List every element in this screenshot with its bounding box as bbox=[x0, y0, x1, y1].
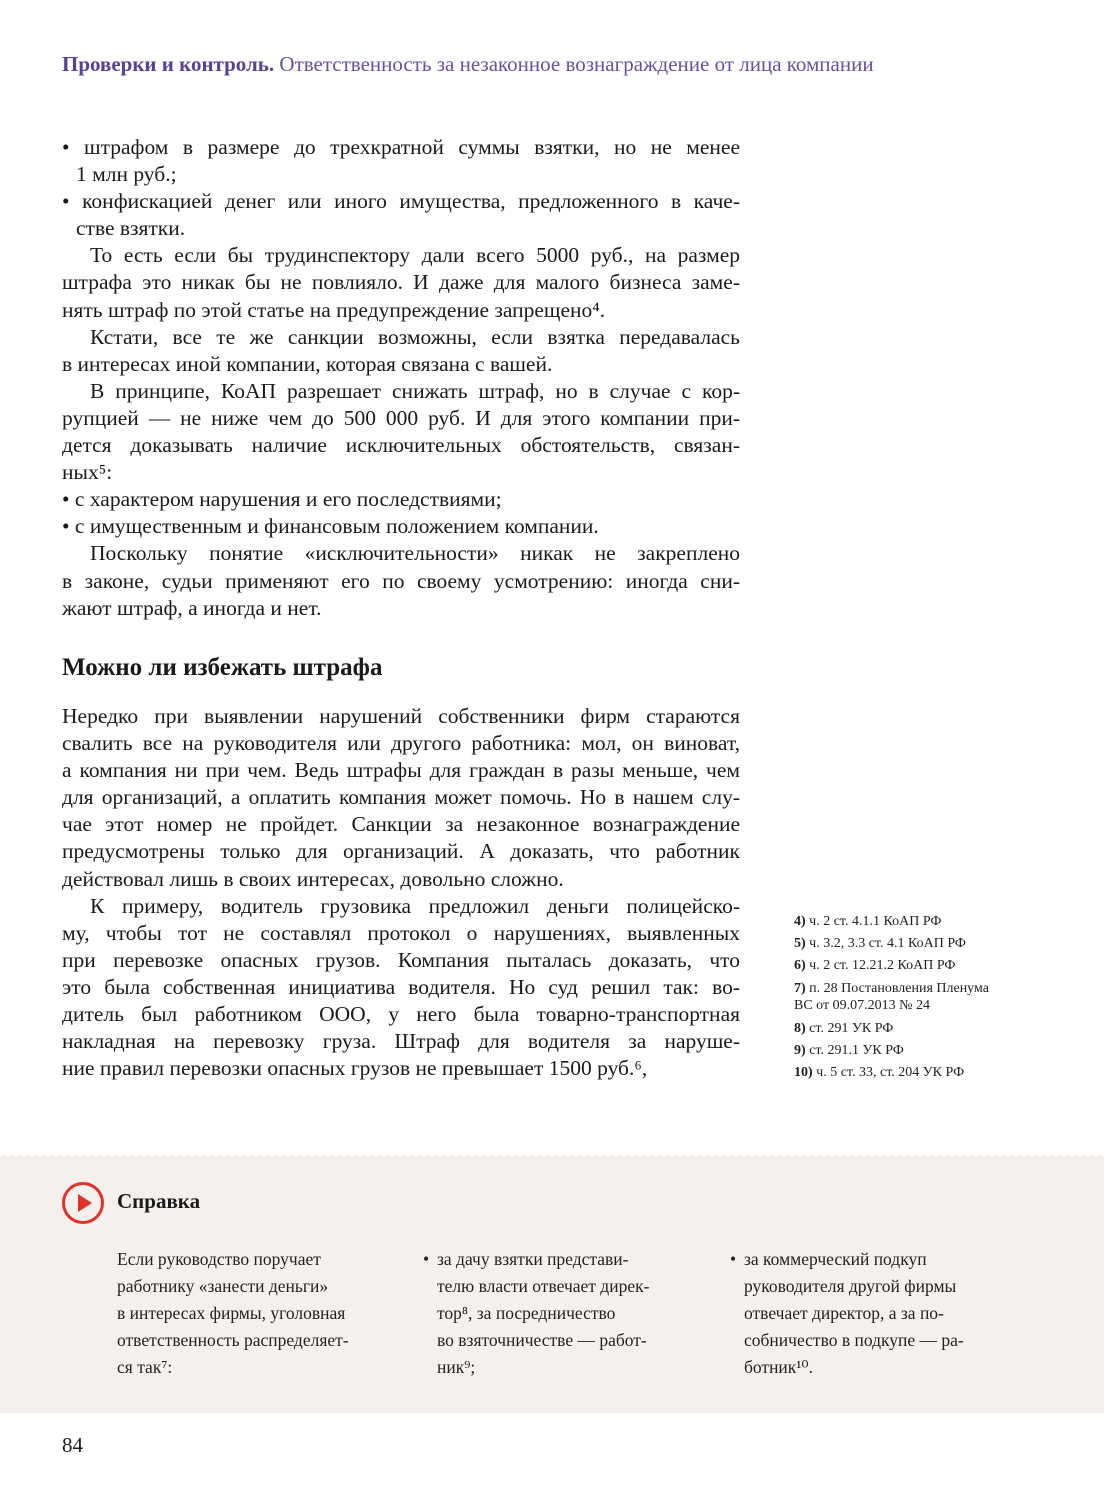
line-text: предусмотрены только для организаций. А доказать, что работник bbox=[62, 839, 740, 864]
line-text: Если руководство поручает bbox=[117, 1249, 321, 1269]
line-text: за коммерческий подкуп bbox=[744, 1249, 927, 1269]
line-text: это была собственная инициатива водителя. Но суд решил так: во- bbox=[62, 974, 740, 999]
text-line bbox=[62, 405, 740, 432]
line-text: отвечает директор, а за по- bbox=[744, 1303, 944, 1323]
text-line bbox=[62, 784, 740, 811]
text-line bbox=[62, 486, 740, 513]
page-number: 84 bbox=[62, 1433, 83, 1457]
line-text: ответственность распределяет- bbox=[117, 1330, 349, 1350]
line-text: ник⁹; bbox=[437, 1357, 476, 1377]
footnote-number: 8) bbox=[794, 1021, 806, 1036]
footnote bbox=[794, 1040, 1009, 1062]
text-line bbox=[62, 215, 740, 242]
line-text: руководителя другой фирмы bbox=[744, 1276, 957, 1296]
info-box-title: Справка bbox=[117, 1189, 201, 1213]
footnote-number: 7) bbox=[794, 981, 806, 996]
line-text: ние правил перевозки опасных грузов не превышает 1500 руб.⁶, bbox=[62, 1056, 648, 1081]
text-line bbox=[62, 540, 740, 567]
text-line bbox=[62, 378, 740, 405]
line-text: То есть если бы трудинспектору дали всего 5000 руб., на размер bbox=[90, 243, 740, 268]
line-text: му, чтобы тот не составлял протокол о нарушениях, выявленных bbox=[62, 920, 740, 945]
line-text: свалить все на руководителя или другого работника: мол, он виноват, bbox=[62, 731, 740, 756]
footnote bbox=[794, 955, 1009, 977]
info-box-line bbox=[744, 1354, 964, 1381]
text-line bbox=[62, 757, 740, 784]
text-line bbox=[62, 513, 740, 540]
line-text: для организаций, а оплатить компания может помочь. Но в нашем слу- bbox=[62, 785, 740, 810]
text-line bbox=[62, 324, 740, 351]
footnote-text: ст. 291 УК РФ bbox=[805, 1021, 894, 1036]
line-text: Поскольку понятие «исключительности» никак не закреплено bbox=[90, 541, 740, 566]
line-text: чае этот номер не пройдет. Санкции за незаконное вознаграждение bbox=[62, 812, 740, 837]
text-line bbox=[62, 568, 740, 595]
line-text: стве взятки. bbox=[76, 216, 186, 241]
info-box-line bbox=[744, 1300, 964, 1327]
text-line bbox=[62, 893, 740, 920]
text-line bbox=[62, 242, 740, 269]
line-text: штрафа это никак бы не повлияло. И даже для малого бизнеса заме- bbox=[62, 270, 740, 295]
line-text: в интересах фирмы, уголовная bbox=[117, 1303, 346, 1323]
info-box-column-1 bbox=[117, 1246, 349, 1381]
body-text-block-2 bbox=[62, 703, 740, 1082]
info-box-line bbox=[423, 1246, 649, 1273]
footnote-number: 5) bbox=[794, 936, 806, 951]
line-text: работнику «занести деньги» bbox=[117, 1276, 329, 1296]
footnote-number: 6) bbox=[794, 958, 806, 973]
info-box-line bbox=[117, 1354, 349, 1381]
line-text: Нередко при выявлении нарушений собственники фирм стараются bbox=[62, 704, 740, 728]
header-title: Ответственность за незаконное вознаграждение от лица компании bbox=[279, 52, 874, 76]
info-box-line bbox=[730, 1246, 964, 1273]
footnote-text: ч. 2 ст. 12.21.2 КоАП РФ bbox=[805, 958, 956, 973]
info-box-line bbox=[744, 1327, 964, 1354]
line-text: с имущественным и финансовым положением компании. bbox=[74, 514, 599, 539]
text-line bbox=[62, 432, 740, 459]
footnote-text: ч. 5 ст. 33, ст. 204 УК РФ bbox=[812, 1065, 965, 1080]
info-box-line bbox=[744, 1273, 964, 1300]
line-text: ных⁵: bbox=[62, 460, 113, 485]
footnote-text: ст. 291.1 УК РФ bbox=[805, 1043, 904, 1058]
info-box-column-3 bbox=[730, 1246, 964, 1381]
footnote-text: п. 28 Постановления Пленума ВС от 09.07.2013 № 24 bbox=[794, 981, 989, 1013]
text-line bbox=[62, 947, 740, 974]
info-box bbox=[0, 1158, 1104, 1413]
text-line bbox=[62, 703, 740, 730]
text-line bbox=[62, 188, 740, 215]
info-box-line bbox=[437, 1354, 649, 1381]
header-section: Проверки и контроль. bbox=[62, 52, 275, 76]
play-icon bbox=[62, 1182, 104, 1224]
bullet-marker: • bbox=[62, 189, 70, 214]
info-box-column-2 bbox=[423, 1246, 650, 1381]
body-text-block-1 bbox=[62, 134, 740, 622]
footnote-number: 10) bbox=[794, 1065, 813, 1080]
line-text: действовал лишь в своих интересах, довольно сложно. bbox=[62, 866, 564, 891]
footnote-text: ч. 2 ст. 4.1.1 КоАП РФ bbox=[805, 914, 942, 929]
text-line bbox=[62, 811, 740, 838]
info-box-line bbox=[117, 1327, 349, 1354]
footnote bbox=[794, 911, 1009, 933]
line-text: рупцией — не ниже чем до 500 000 руб. И для этого компании при- bbox=[62, 405, 740, 430]
running-header bbox=[62, 52, 874, 77]
line-text: ся так⁷: bbox=[117, 1357, 173, 1377]
wavy-edge bbox=[0, 1153, 1104, 1159]
info-box-line bbox=[437, 1300, 649, 1327]
section-heading: Можно ли избежать штрафа bbox=[62, 654, 383, 681]
text-line bbox=[62, 1055, 740, 1082]
bullet-marker: • bbox=[730, 1249, 737, 1269]
info-box-line bbox=[117, 1300, 349, 1327]
line-text: Кстати, все те же санкции возможны, если взятка передавалась bbox=[90, 324, 740, 349]
bullet-marker: • bbox=[423, 1249, 430, 1269]
line-text: 1 млн руб.; bbox=[76, 162, 177, 187]
line-text: за дачу взятки представи- bbox=[437, 1249, 629, 1269]
footnotes bbox=[794, 911, 1009, 1084]
line-text: тор⁸, за посредничество bbox=[437, 1303, 616, 1323]
line-text: при перевозке опасных грузов. Компания пыталась доказать, что bbox=[62, 947, 740, 972]
bullet-marker: • bbox=[62, 514, 70, 539]
line-text: собничество в подкупе — ра- bbox=[744, 1330, 964, 1350]
text-line bbox=[62, 351, 740, 378]
text-line bbox=[62, 1001, 740, 1028]
line-text: в интересах иной компании, которая связана с вашей. bbox=[62, 351, 553, 376]
line-text: а компания ни при чем. Ведь штрафы для граждан в разы меньше, чем bbox=[62, 758, 740, 783]
footnote-text: ч. 3.2, 3.3 ст. 4.1 КоАП РФ bbox=[805, 936, 966, 951]
line-text: В принципе, КоАП разрешает снижать штраф, но в случае с кор- bbox=[90, 378, 740, 403]
text-line bbox=[62, 730, 740, 757]
line-text: ботник¹⁰. bbox=[744, 1357, 813, 1377]
info-box-line bbox=[437, 1273, 649, 1300]
text-line bbox=[62, 595, 740, 622]
line-text: дитель был работником ООО, у него была товарно-транспортная bbox=[62, 1002, 740, 1027]
footnote bbox=[794, 1018, 1009, 1040]
footnote bbox=[794, 1062, 1009, 1084]
line-text: конфискацией денег или иного имущества, предложенного в каче- bbox=[82, 189, 741, 214]
line-text: в законе, судьи применяют его по своему усмотрению: иногда сни- bbox=[62, 568, 740, 593]
text-line bbox=[62, 269, 740, 296]
text-line bbox=[62, 974, 740, 1001]
line-text: во взяточничестве — работ- bbox=[437, 1330, 647, 1350]
text-line bbox=[62, 297, 740, 324]
line-text: К примеру, водитель грузовика предложил деньги полицейско- bbox=[90, 893, 740, 918]
line-text: с характером нарушения и его последствиями; bbox=[74, 487, 502, 512]
line-text: штрафом в размере до трехкратной суммы взятки, но не менее bbox=[84, 135, 741, 159]
text-line bbox=[62, 134, 740, 161]
text-line bbox=[62, 866, 740, 893]
footnote bbox=[794, 933, 1009, 955]
line-text: дется доказывать наличие исключительных обстоятельств, связан- bbox=[62, 433, 740, 458]
footnote-number: 9) bbox=[794, 1043, 806, 1058]
line-text: жают штраф, а иногда и нет. bbox=[62, 595, 322, 620]
line-text: телю власти отвечает дирек- bbox=[437, 1276, 650, 1296]
text-line bbox=[62, 920, 740, 947]
bullet-marker: • bbox=[62, 487, 70, 512]
info-box-line bbox=[117, 1246, 349, 1273]
text-line bbox=[62, 838, 740, 865]
info-box-line bbox=[117, 1273, 349, 1300]
line-text: нять штраф по этой статье на предупреждение запрещено⁴. bbox=[62, 297, 606, 322]
info-box-line bbox=[437, 1327, 649, 1354]
text-line bbox=[62, 459, 740, 486]
bullet-marker: • bbox=[62, 135, 70, 159]
footnote-number: 4) bbox=[794, 914, 806, 929]
text-line bbox=[62, 1028, 740, 1055]
text-line bbox=[62, 161, 740, 188]
footnote bbox=[794, 980, 1009, 1014]
line-text: накладная на перевозку груза. Штраф для водителя за наруше- bbox=[62, 1029, 740, 1054]
